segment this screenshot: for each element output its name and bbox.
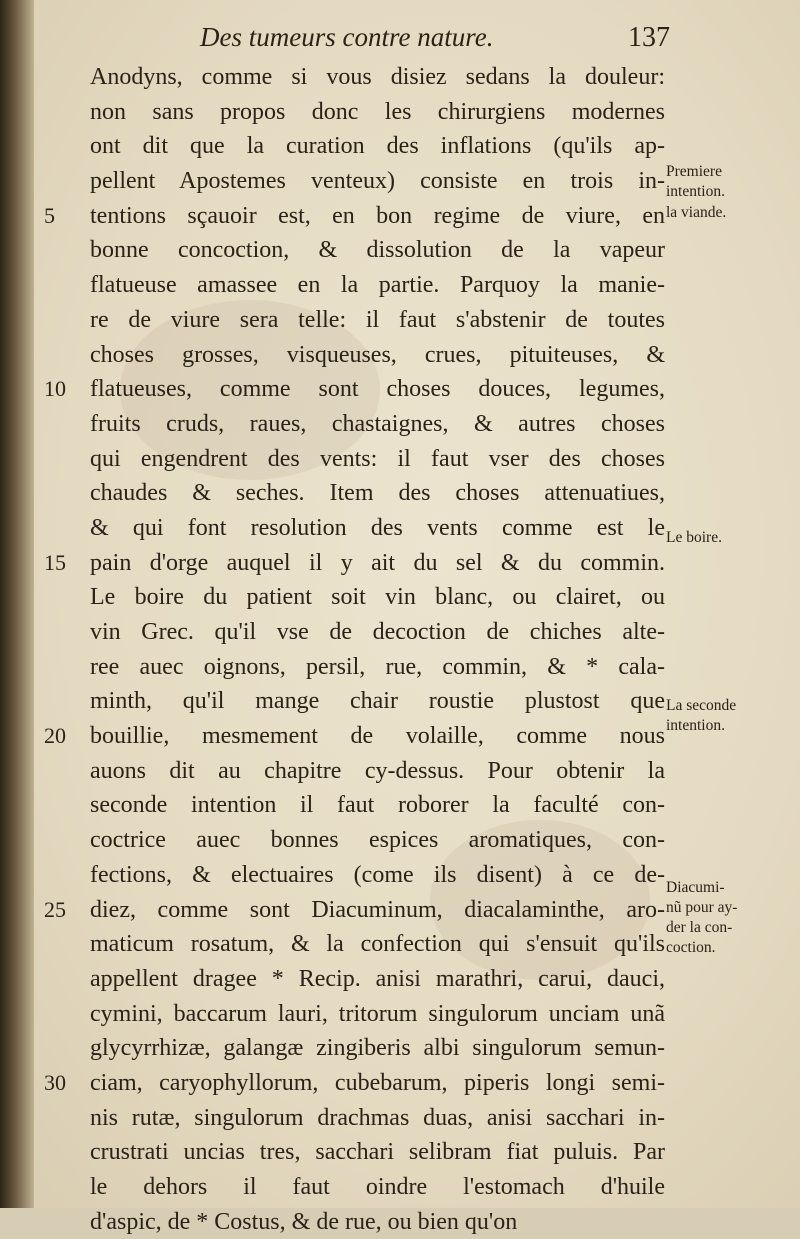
- margin-note: Diacumi- nũ pour ay- der la con- coction.: [666, 879, 738, 956]
- text-line: auons dit au chapitre cy-dessus. Pour obtenir la: [90, 757, 665, 784]
- text-line: Le boire du patient soit vin blanc, ou clairet, ou: [90, 584, 665, 611]
- text-line: fections, & electuaires (come ils disent) à ce de-: [90, 861, 665, 888]
- text-line: bouillie, mesmement de volaille, comme nous: [90, 723, 665, 750]
- line-number: 15: [44, 549, 66, 575]
- text-line: pellent Apostemes venteux) consiste en trois in-: [90, 168, 665, 195]
- text-line: pain d'orge auquel il y ait du sel & du commin.: [90, 549, 665, 576]
- line-number: 20: [44, 723, 66, 749]
- line-number: 25: [44, 896, 66, 922]
- text-line: chaudes & seches. Item des choses attenuatiues,: [90, 480, 665, 507]
- text-line: flatueuses, comme sont choses douces, legumes,: [90, 376, 665, 403]
- text-line: non sans propos donc les chirurgiens modernes: [90, 98, 665, 125]
- text-line: appellent dragee * Recip. anisi marathri, carui, dauci,: [90, 965, 665, 992]
- text-line: choses grosses, visqueuses, crues, pituiteuses, &: [90, 341, 665, 368]
- text-line: qui engendrent des vents: il faut vser des choses: [90, 445, 665, 472]
- text-line: vin Grec. qu'il vse de decoction de chiches alte-: [90, 619, 665, 645]
- text-line: nis rutæ, singulorum drachmas duas, anisi sacchari in-: [90, 1104, 665, 1131]
- text-line: diez, comme sont Diacuminum, diacalaminthe, aro-: [90, 896, 665, 923]
- margin-note: Le boire.: [666, 529, 722, 546]
- page-number: 137: [628, 22, 670, 53]
- text-line: le dehors il faut oindre l'estomach d'huile: [90, 1174, 665, 1200]
- margin-note: Premiere intention.: [666, 163, 725, 200]
- text-line: ciam, caryophyllorum, cubebarum, piperis longi semi-: [90, 1069, 665, 1096]
- text-line: Anodyns, comme si vous disiez sedans la douleur:: [90, 64, 665, 90]
- binding-gutter: [0, 0, 34, 1208]
- text-line: glycyrrhizæ, galangæ zingiberis albi singulorum semun-: [90, 1035, 665, 1062]
- text-line: seconde intention il faut roborer la faculté con-: [90, 792, 665, 819]
- text-line: maticum rosatum, & la confection qui s'ensuit qu'ils: [90, 931, 665, 958]
- margin-note: la viande.: [666, 204, 727, 221]
- body-text: [90, 60, 665, 1239]
- text-line: ont dit que la curation des inflations (qu'ils ap-: [90, 133, 665, 160]
- running-title: Des tumeurs contre nature.: [200, 22, 494, 52]
- text-line: flatueuse amassee en la partie. Parquoy la manie-: [90, 272, 665, 299]
- text-line: coctrice auec bonnes espices aromatiques, con-: [90, 827, 665, 854]
- text-line: fruits cruds, raues, chastaignes, & autres choses: [90, 410, 665, 437]
- text-line: bonne concoction, & dissolution de la vapeur: [90, 237, 665, 264]
- text-line: tentions sçauoir est, en bon regime de viure, en: [90, 202, 665, 229]
- text-line: minth, qu'il mange chair roustie plustost que: [90, 688, 665, 715]
- text-line: cymini, baccarum lauri, tritorum singulorum unciam unã: [90, 1000, 665, 1027]
- text-line: ree auec oignons, persil, rue, commin, & * cala-: [90, 653, 665, 680]
- text-line: re de viure sera telle: il faut s'abstenir de toutes: [90, 306, 665, 333]
- line-number: 5: [44, 202, 55, 228]
- text-line: & qui font resolution des vents comme est le: [90, 514, 665, 541]
- margin-note: La seconde intention.: [666, 697, 737, 734]
- line-number: 10: [44, 376, 66, 402]
- line-number: 30: [44, 1070, 66, 1096]
- text-line: crustrati uncias tres, sacchari selibram fiat puluis. Par: [90, 1139, 665, 1166]
- running-header: [200, 22, 670, 56]
- text-line: d'aspic, de * Costus, & de rue, ou bien qu'on: [90, 1208, 518, 1235]
